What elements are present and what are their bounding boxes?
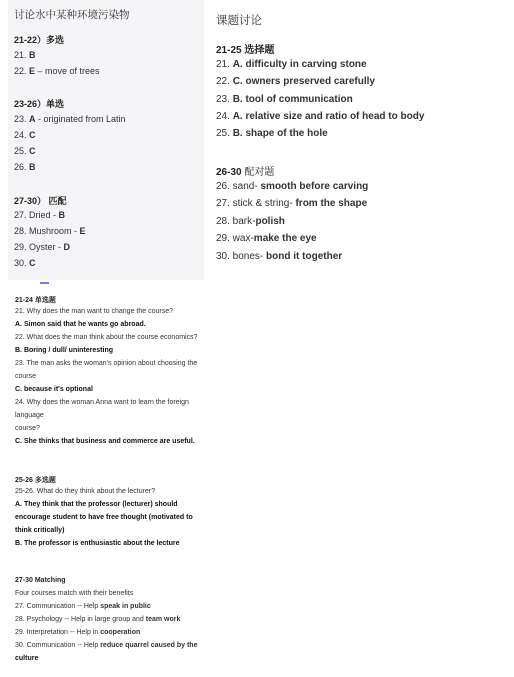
answer-25: 25. B. shape of the hole <box>216 128 328 139</box>
answer-22: B. Boring / dull/ uninteresting <box>15 347 113 354</box>
matching-intro: Four courses match with their benefits <box>15 590 134 597</box>
section-21-22-heading: 21-22）多选 <box>14 35 65 45</box>
section-21-25-heading: 21-25 选择题 <box>216 45 275 56</box>
question-23-cont: course <box>15 373 37 380</box>
answer-24: 24. C <box>14 130 36 140</box>
answer-25-cont2: think critically) <box>15 527 65 534</box>
answer-30: 30. bones- bond it together <box>216 251 343 262</box>
section-23-26-heading: 23-26）单选 <box>14 99 65 109</box>
section-26-30-heading: 26-30 配对题 <box>216 167 275 178</box>
match-30: 30. Communication -- Help reduce quarrel caused by the <box>15 642 198 649</box>
question-24: 24. Why does the woman Anna want to learn the foreign <box>15 399 189 406</box>
question-25-26: 25-26. What do they think about the lecturer? <box>15 488 156 495</box>
answer-29: 29. wax-make the eye <box>216 233 317 244</box>
section-27-30-heading: 27-30） 匹配 <box>14 196 67 206</box>
question-24-cont2: course? <box>15 425 40 432</box>
section-25-26-heading: 25-26 多选题 <box>15 477 56 484</box>
answer-26: 26. sand- smooth before carving <box>216 181 369 192</box>
answer-30: 30. C <box>14 258 36 268</box>
match-30-cont: culture <box>15 655 39 662</box>
question-24-cont: language <box>15 412 44 419</box>
question-23: 23. The man asks the woman's opinion about choosing the <box>15 360 198 367</box>
answer-27: 27. stick & string- from the shape <box>216 198 368 209</box>
answer-24: C. She thinks that business and commerce are useful. <box>15 438 195 445</box>
answer-29: 29. Oyster - D <box>14 242 71 252</box>
answer-22: 22. C. owners preserved carefully <box>216 76 375 87</box>
question-21: 21. Why does the man want to change the course? <box>15 308 173 315</box>
right-answer-panel <box>208 0 514 280</box>
match-28: 28. Psychology -- Help in large group and team work <box>15 616 181 623</box>
section-27-30-heading: 27-30 Matching <box>15 577 66 584</box>
answer-21: 21. B <box>14 50 36 60</box>
section-21-24-heading: 21-24 单选题 <box>15 297 56 304</box>
bottom-answer-panel <box>8 288 240 673</box>
answer-23: 23. B. tool of communication <box>216 94 353 105</box>
right-panel-title: 课题讨论 <box>216 15 262 27</box>
left-panel-title: 讨论水中某种环境污染物 <box>14 9 130 21</box>
answer-21: A. Simon said that he wants go abroad. <box>15 321 146 328</box>
left-answer-panel <box>8 0 204 280</box>
answer-24: 24. A. relative size and ratio of head to body <box>216 111 425 122</box>
answer-28: 28. Mushroom - E <box>14 226 86 236</box>
answer-25-cont: encourage student to have free thought (motivated to <box>15 514 193 521</box>
answer-26: B. The professor is enthusiastic about the lecture <box>15 540 180 547</box>
match-29: 29. Interpretation -- Help in cooperation <box>15 629 141 636</box>
answer-26: 26. B <box>14 162 36 172</box>
scroll-marker <box>40 282 49 284</box>
answer-21: 21. A. difficulty in carving stone <box>216 59 367 70</box>
answer-23: C. because it's optional <box>15 386 93 393</box>
question-22: 22. What does the man think about the course economics? <box>15 334 198 341</box>
answer-25: A. They think that the professor (lecturer) should <box>15 501 178 508</box>
answer-28: 28. bark-polish <box>216 216 285 227</box>
answer-23: 23. A - originated from Latin <box>14 114 126 124</box>
answer-25: 25. C <box>14 146 36 156</box>
match-27: 27. Communication -- Help speak in public <box>15 603 151 610</box>
answer-22: 22. E – move of trees <box>14 66 100 76</box>
answer-27: 27. Dried - B <box>14 210 66 220</box>
